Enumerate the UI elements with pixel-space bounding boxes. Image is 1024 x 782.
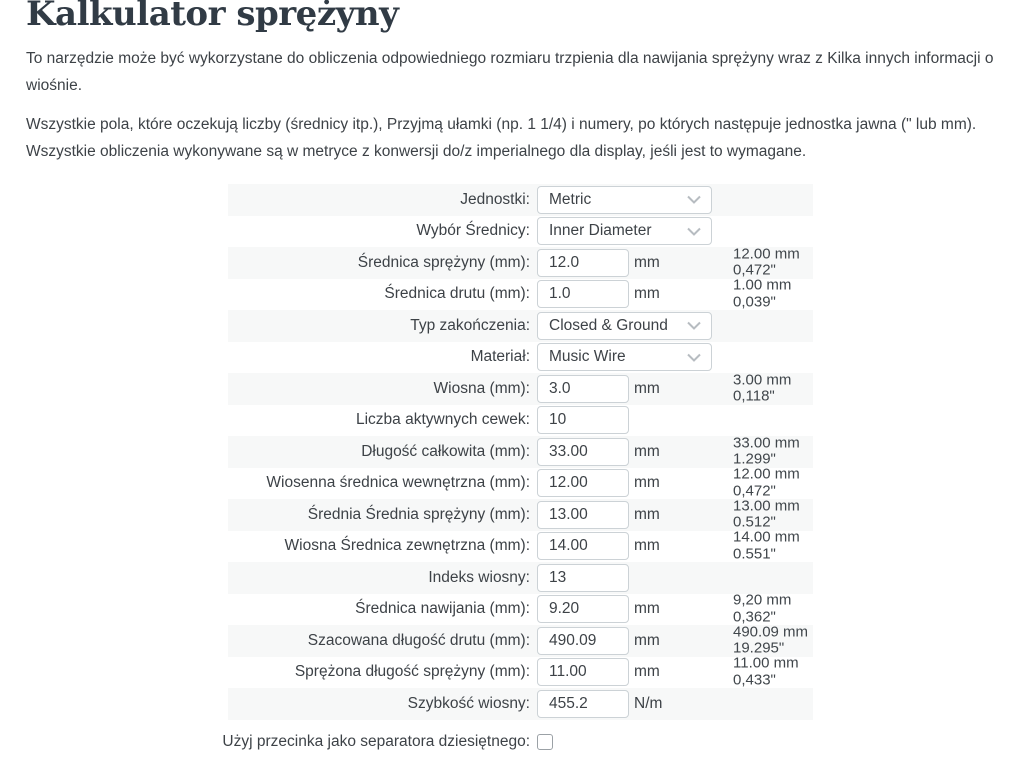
control-wire-diameter (537, 280, 660, 308)
winding-diameter-unit: mm (634, 600, 660, 618)
total-length-conversion (733, 435, 800, 468)
spring-outer-diameter-conversion-imperial: 0.551" (733, 545, 776, 563)
intro-paragraph-1: To narzędzie może być wykorzystane do obliczenia odpowiedniego rozmiaru trzpienia dla nawijania sprężyny wraz z Kilka innych informacji o wiośnie. (26, 50, 994, 94)
control-active-coils (537, 406, 629, 434)
mean-spring-diameter-conversion-imperial: 0.512" (733, 513, 776, 531)
field-label-end-type: Typ zakończenia: (410, 316, 530, 334)
spring-diameter-conversion-metric: 12.00 mm (733, 245, 800, 263)
spring-index-input[interactable] (537, 564, 629, 592)
pitch-unit: mm (634, 379, 660, 397)
spring-inner-diameter-conversion (733, 467, 800, 500)
control-winding-diameter (537, 595, 660, 623)
control-estimated-wire-length (537, 627, 660, 655)
control-diameter-choice (537, 217, 712, 245)
form-row-pitch (228, 373, 813, 405)
control-end-type (537, 312, 712, 340)
spring-rate-input[interactable] (537, 690, 629, 718)
total-length-conversion-metric: 33.00 mm (733, 434, 800, 452)
form-row-comma-decimal-separator (222, 727, 813, 757)
wire-diameter-conversion-metric: 1.00 mm (733, 276, 792, 294)
material-select[interactable] (537, 343, 712, 371)
form-row-units (228, 184, 813, 216)
control-spring-outer-diameter (537, 532, 660, 560)
field-label-compressed-spring-length: Sprężona długość sprężyny (mm): (294, 663, 530, 681)
form-row-mean-spring-diameter (228, 499, 813, 531)
pitch-conversion-metric: 3.00 mm (733, 371, 792, 389)
form-row-winding-diameter (228, 591, 813, 626)
field-label-active-coils: Liczba aktywnych cewek: (355, 411, 530, 429)
control-spring-rate (537, 690, 662, 718)
active-coils-input[interactable] (537, 406, 629, 434)
control-pitch (537, 375, 660, 403)
form-row-estimated-wire-length (228, 625, 813, 657)
spring-inner-diameter-conversion-imperial: 0,472" (733, 482, 776, 500)
spring-diameter-conversion (733, 246, 800, 279)
field-label-material: Materiał: (470, 348, 530, 366)
control-total-length (537, 438, 660, 466)
wire-diameter-conversion (733, 278, 791, 311)
form-row-diameter-choice (228, 216, 813, 248)
estimated-wire-length-conversion-imperial: 19.295" (733, 639, 785, 657)
pitch-conversion (733, 372, 791, 405)
winding-diameter-conversion-imperial: 0,362" (733, 608, 776, 626)
spring-outer-diameter-conversion (733, 530, 800, 563)
winding-diameter-conversion-metric: 9,20 mm (733, 591, 792, 609)
end-type-select[interactable] (537, 312, 712, 340)
units-select-value: Metric (549, 190, 592, 208)
chevron-down-icon (686, 195, 702, 204)
field-label-diameter-choice: Wybór Średnicy: (416, 222, 530, 240)
field-label-spring-rate: Szybkość wiosny: (407, 694, 530, 712)
field-label-estimated-wire-length: Szacowana długość drutu (mm): (307, 631, 530, 649)
material-select-value: Music Wire (549, 348, 626, 366)
form-row-compressed-spring-length (228, 654, 813, 689)
form-row-spring-inner-diameter (228, 465, 813, 500)
form-row-material (228, 342, 813, 374)
form-row-total-length (228, 436, 813, 468)
field-label-units: Jednostki: (460, 190, 530, 208)
control-spring-index (537, 564, 629, 592)
total-length-unit: mm (634, 442, 660, 460)
field-label-total-length: Długość całkowita (mm): (361, 442, 530, 460)
control-spring-inner-diameter (537, 469, 660, 497)
field-label-mean-spring-diameter: Średnia Średnia sprężyny (mm): (307, 505, 530, 523)
field-label-spring-index: Indeks wiosny: (428, 568, 530, 586)
comma-decimal-separator-checkbox[interactable] (537, 734, 553, 750)
compressed-spring-length-unit: mm (634, 663, 660, 681)
form-row-end-type (228, 310, 813, 342)
compressed-spring-length-conversion-imperial: 0,433" (733, 671, 776, 689)
estimated-wire-length-unit: mm (634, 631, 660, 649)
field-label-winding-diameter: Średnica nawijania (mm): (355, 600, 530, 618)
form-row-spring-diameter (228, 247, 813, 279)
mean-spring-diameter-conversion (733, 498, 800, 531)
mean-spring-diameter-conversion-metric: 13.00 mm (733, 497, 800, 515)
total-length-input[interactable] (537, 438, 629, 466)
units-select[interactable] (537, 186, 712, 214)
field-label-spring-outer-diameter: Wiosna Średnica zewnętrzna (mm): (284, 537, 530, 555)
mean-spring-diameter-input[interactable] (537, 501, 629, 529)
total-length-conversion-imperial: 1.299" (733, 450, 776, 468)
spring-form (222, 184, 813, 757)
form-row-active-coils (228, 405, 813, 437)
field-label-comma-decimal-separator: Użyj przecinka jako separatora dziesiętnego: (222, 732, 530, 750)
intro-paragraph-2: Wszystkie pola, które oczekują liczby (średnicy itp.), Przyjmą ułamki (np. 1 1/4) i numery, po których następuje jednostka jawna (" lub mm). Wszystkie obliczenia wykonywane są w metryce z konwersji do/z imperialnego dla display, jeśli jest to wymagane. (26, 116, 977, 160)
control-compressed-spring-length (537, 658, 660, 686)
chevron-down-icon (686, 353, 702, 362)
pitch-input[interactable] (537, 375, 629, 403)
control-material (537, 343, 712, 371)
winding-diameter-conversion (733, 593, 791, 626)
control-mean-spring-diameter (537, 501, 660, 529)
diameter-choice-select-value: Inner Diameter (549, 222, 652, 240)
wire-diameter-unit: mm (634, 285, 660, 303)
compressed-spring-length-conversion-metric: 11.00 mm (733, 654, 799, 672)
field-label-wire-diameter: Średnica drutu (mm): (384, 285, 530, 303)
control-comma-decimal-separator (537, 734, 553, 750)
spring-outer-diameter-conversion-metric: 14.00 mm (733, 528, 800, 546)
form-row-spring-outer-diameter (228, 528, 813, 563)
form-row-spring-index (228, 562, 813, 594)
end-type-select-value: Closed & Ground (549, 316, 668, 334)
control-units (537, 186, 712, 214)
spring-outer-diameter-input[interactable] (537, 532, 629, 560)
form-row-wire-diameter (228, 276, 813, 311)
form-row-spring-rate (228, 688, 813, 720)
mean-spring-diameter-unit: mm (634, 505, 660, 523)
field-label-pitch: Wiosna (mm): (433, 379, 530, 397)
estimated-wire-length-conversion-metric: 490.09 mm (733, 623, 809, 641)
spring-rate-unit: N/m (634, 694, 663, 712)
compressed-spring-length-input[interactable] (537, 658, 629, 686)
spring-inner-diameter-input[interactable] (537, 469, 629, 497)
field-label-spring-inner-diameter: Wiosenna średnica wewnętrzna (mm): (266, 474, 530, 492)
diameter-choice-select[interactable] (537, 217, 712, 245)
winding-diameter-input[interactable] (537, 595, 629, 623)
page-title: Kalkulator sprężyny (26, 0, 399, 34)
spring-outer-diameter-unit: mm (634, 537, 660, 555)
spring-diameter-input[interactable] (537, 249, 629, 277)
spring-diameter-unit: mm (634, 253, 660, 271)
control-spring-diameter (537, 249, 660, 277)
estimated-wire-length-conversion (733, 624, 808, 657)
chevron-down-icon (686, 321, 702, 330)
spring-inner-diameter-unit: mm (634, 474, 660, 492)
wire-diameter-input[interactable] (537, 280, 629, 308)
spring-diameter-conversion-imperial: 0,472" (733, 261, 776, 279)
estimated-wire-length-input[interactable] (537, 627, 629, 655)
wire-diameter-conversion-imperial: 0,039" (733, 293, 776, 311)
compressed-spring-length-conversion (733, 656, 799, 689)
spring-inner-diameter-conversion-metric: 12.00 mm (733, 465, 800, 483)
pitch-conversion-imperial: 0,118" (733, 387, 775, 405)
chevron-down-icon (686, 227, 702, 236)
field-label-spring-diameter: Średnica sprężyny (mm): (357, 253, 530, 271)
